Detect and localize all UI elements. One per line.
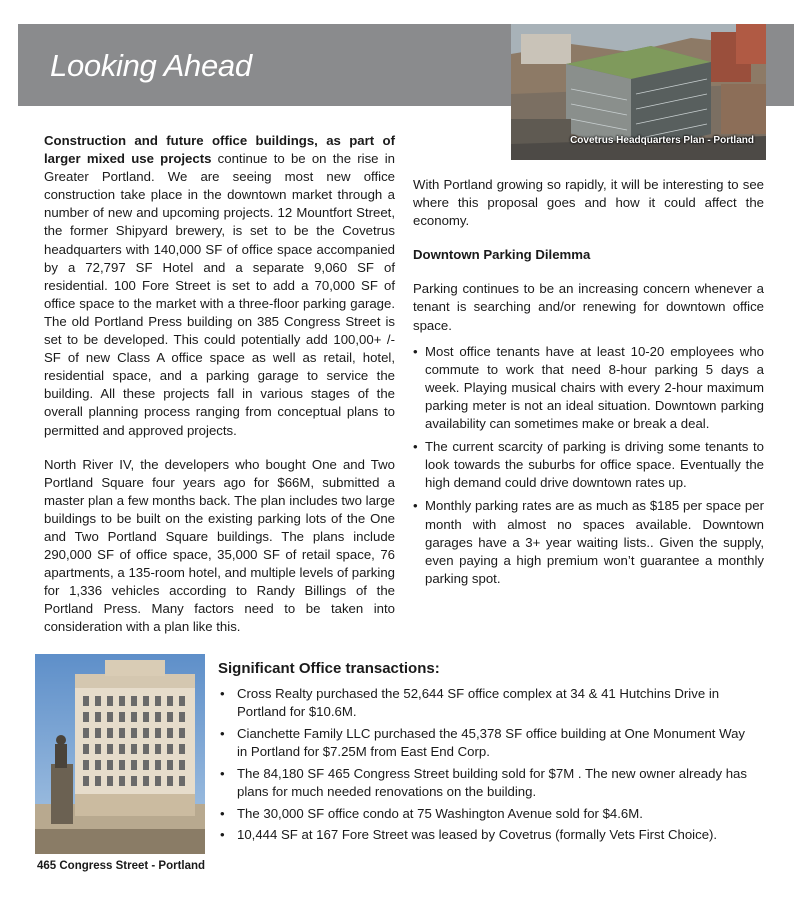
right-column xyxy=(413,176,764,593)
parking-heading: Downtown Parking Dilemma xyxy=(413,247,591,263)
list-item: • Cianchette Family LLC purchased the 45,378 SF office building at One Monument Way in Portland for $7.25M from East End Corp. xyxy=(218,725,778,761)
transactions-heading: Significant Office transactions: xyxy=(218,660,440,677)
hq-photo-caption: Covetrus Headquarters Plan - Portland xyxy=(570,135,754,146)
left-column xyxy=(44,132,395,637)
parking-bullet-list xyxy=(413,343,764,588)
paragraph-portland-growth: With Portland growing so rapidly, it will be interesting to see where this proposal goes and how it could affect the economy. xyxy=(413,177,764,229)
list-item: • 10,444 SF at 167 Fore Street was leased by Covetrus (formally Vets First Choice). xyxy=(218,826,778,844)
paragraph-parking-intro: Parking continues to be an increasing concern whenever a tenant is searching and/or renewing for downtown office space. xyxy=(413,281,764,333)
list-item: • The current scarcity of parking is driving some tenants to look towards the suburbs for office space. Eventually the high demand could drive downtown rates up. xyxy=(413,438,764,492)
list-item: • Most office tenants have at least 10-20 employees who commute to work that need 8-hour parking 5 days a week. Playing musical chairs with every 2-hour maximum parking meter is not an ideal situation. Downtown parking availability can sometimes make or break a deal. xyxy=(413,343,764,433)
hq-rendering-image xyxy=(511,24,766,160)
paragraph-body: continue to be on the rise in Greater Portland. We are seeing most new office construction take place in the downtown market through a number of new and upcoming projects. 12 Mountfort Street, the former Shipyard brewery, is set to be the Covetrus headquarters with 140,000 SF of office space accompanied by a 72,797 SF Hotel and a separate 9,060 SF of residential. 100 Fore Street is set to add a 70,000 SF of office space to the market with a three-floor parking garage. The old Portland Press building on 385 Congress Street is set to be developed. This could potentially add 100,00+ /- SF of new Class A office space as well as retail, hotel, residential space, and a parking garage to service the building. All these projects fall in various stages of the overall planning process ranging from conceptual plans to permitted and approved projects. xyxy=(44,151,395,438)
list-item: • Monthly parking rates are as much as $185 per space per month with almost no spaces available. Downtown garages have a 3+ year waiting lists.. Given the supply, even paying a high premium won’t guarantee a monthly parking spot. xyxy=(413,497,764,587)
paragraph-construction xyxy=(44,132,395,440)
page-title: Looking Ahead xyxy=(50,48,252,83)
list-item: • Cross Realty purchased the 52,644 SF office complex at 34 & 41 Hutchins Drive in Portland for $10.6M. xyxy=(218,685,778,721)
paragraph-north-river: North River IV, the developers who bought One and Two Portland Square four years ago for $66M, submitted a master plan a few months back. The plan includes two large buildings to be built on the existing parking lots of the One and Two Portland Square buildings. The plans include 290,000 SF of office space, 35,000 SF of retail space, 76 apartments, a 135-room hotel, and multiple levels of parking for 1,336 vehicles according to Randy Billings of the Portland Press. Many factors need to be taken into consideration with a plan like this. xyxy=(44,456,395,635)
transactions-section xyxy=(218,660,778,848)
congress-street-graphic xyxy=(35,654,205,854)
congress-street-photo xyxy=(35,654,205,854)
list-item: • The 84,180 SF 465 Congress Street building sold for $7M . The new owner already has plans for much needed renovations on the building. xyxy=(218,765,778,801)
paragraph-lead-bold: Construction and future office buildings, as part of larger mixed use projects xyxy=(44,133,395,167)
list-item: • The 30,000 SF office condo at 75 Washington Avenue sold for $4.6M. xyxy=(218,805,778,823)
congress-photo-caption: 465 Congress Street - Portland xyxy=(37,860,206,872)
transactions-list xyxy=(218,685,778,845)
